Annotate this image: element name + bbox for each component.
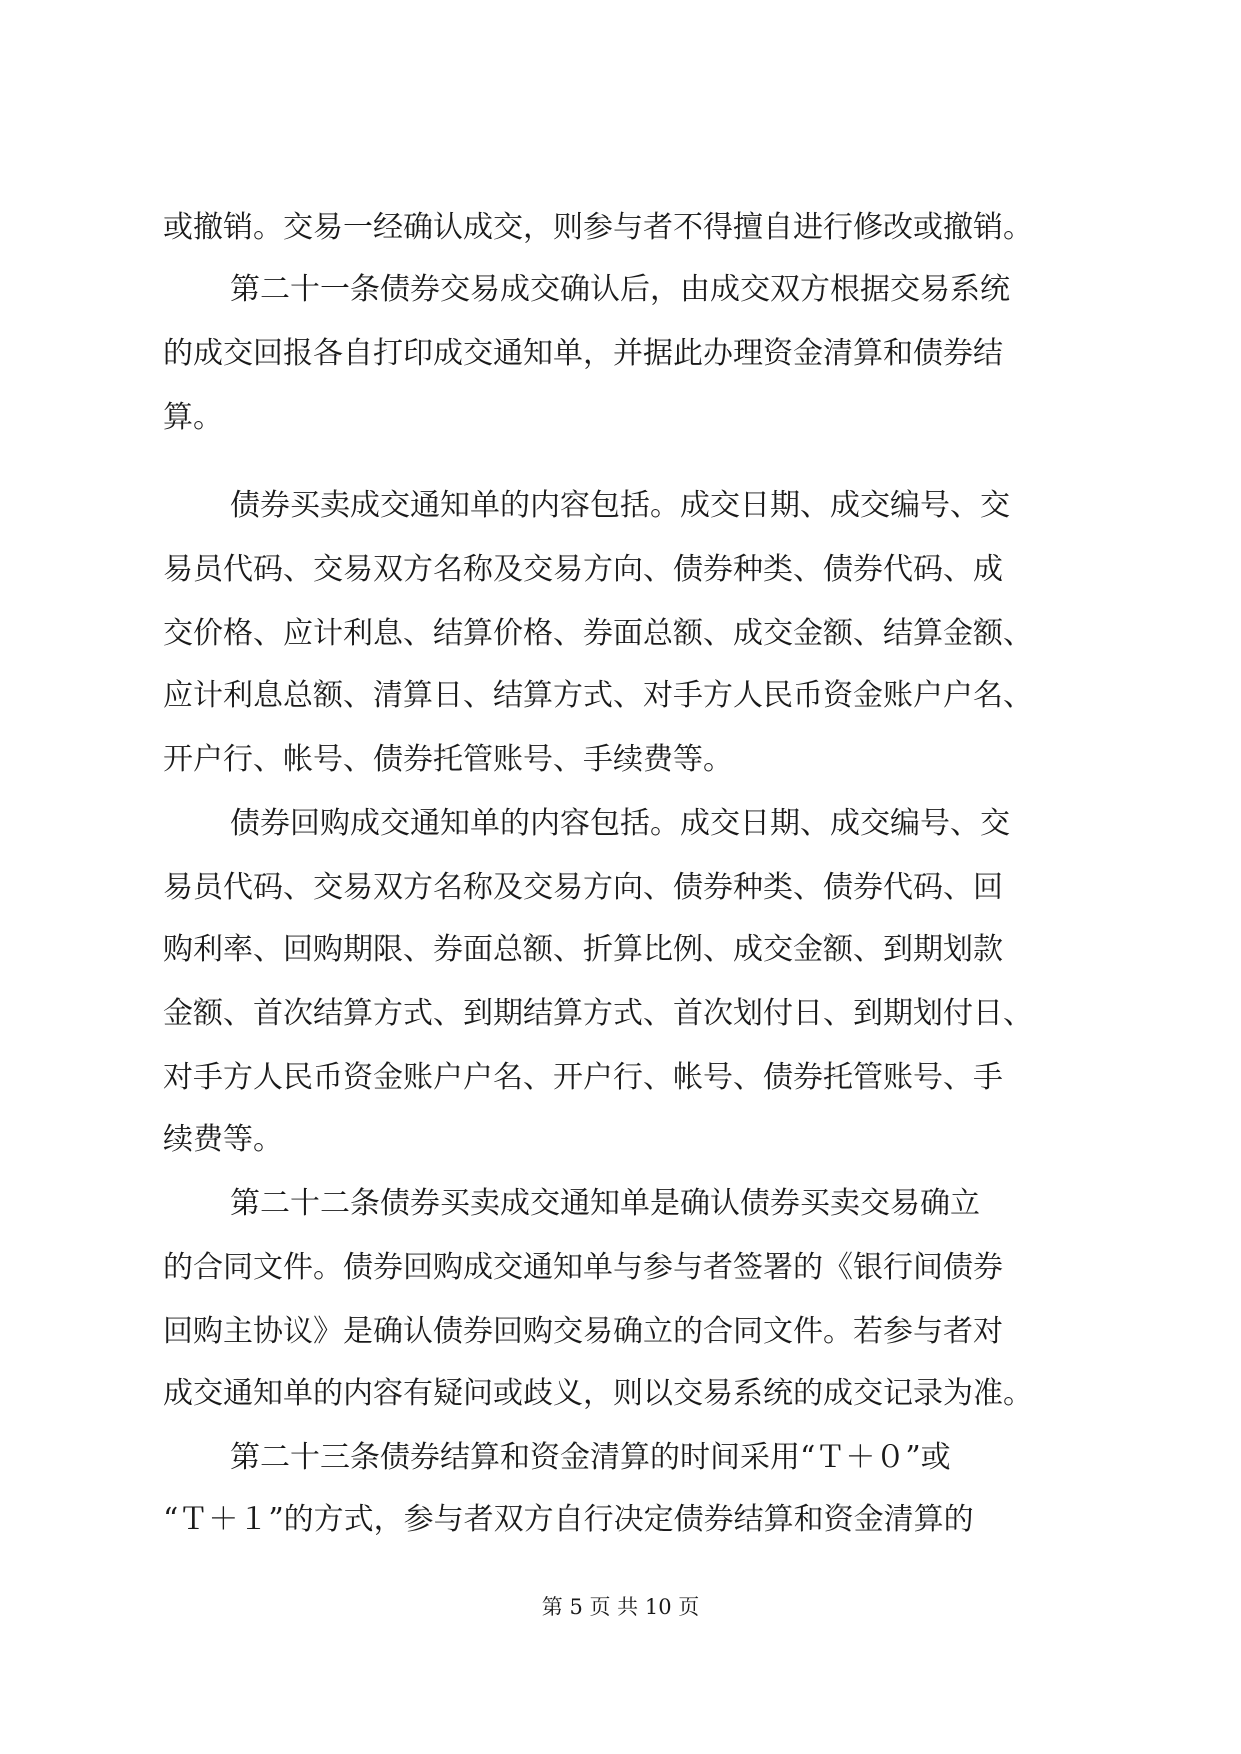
paragraph-line: 回购主协议》是确认债券回购交易确立的合同文件。若参与者对 — [163, 1314, 1003, 1349]
paragraph-line: 成交通知单的内容有疑问或歧义，则以交易系统的成交记录为准。 — [163, 1376, 1033, 1411]
paragraph-line: 或撤销。交易一经确认成交，则参与者不得擅自进行修改或撤销。 — [163, 210, 1033, 245]
paragraph-line: 应计利息总额、清算日、结算方式、对手方人民币资金账户户名、 — [163, 678, 1033, 713]
paragraph-line: 第二十二条债券买卖成交通知单是确认债券买卖交易确立 — [230, 1186, 980, 1221]
paragraph-line: 金额、首次结算方式、到期结算方式、首次划付日、到期划付日、 — [163, 996, 1033, 1031]
paragraph-line: 续费等。 — [163, 1122, 283, 1157]
paragraph-line: 易员代码、交易双方名称及交易方向、债券种类、债券代码、成 — [163, 552, 1003, 587]
paragraph-line: 购利率、回购期限、券面总额、折算比例、成交金额、到期划款 — [163, 932, 1003, 967]
page-footer: 第 5 页 共 10 页 — [541, 1595, 700, 1619]
paragraph-line: 的合同文件。债券回购成交通知单与参与者签署的《银行间债券 — [163, 1250, 1003, 1285]
paragraph-line: 交价格、应计利息、结算价格、券面总额、成交金额、结算金额、 — [163, 616, 1033, 651]
paragraph-line: 算。 — [163, 400, 223, 435]
paragraph-line: 第二十一条债券交易成交确认后，由成交双方根据交易系统 — [230, 272, 1010, 307]
paragraph-line: 债券买卖成交通知单的内容包括。成交日期、成交编号、交 — [230, 488, 1010, 523]
paragraph-line: 对手方人民币资金账户户名、开户行、帐号、债券托管账号、手 — [163, 1060, 1003, 1095]
paragraph-line: “Ｔ＋１”的方式，参与者双方自行决定债券结算和资金清算的 — [163, 1502, 974, 1537]
paragraph-line: 第二十三条债券结算和资金清算的时间采用“Ｔ＋０”或 — [230, 1440, 951, 1475]
paragraph-line: 的成交回报各自打印成交通知单，并据此办理资金清算和债券结 — [163, 336, 1003, 371]
paragraph-line: 易员代码、交易双方名称及交易方向、债券种类、债券代码、回 — [163, 870, 1003, 905]
paragraph-line: 债券回购成交通知单的内容包括。成交日期、成交编号、交 — [230, 806, 1010, 841]
paragraph-line: 开户行、帐号、债券托管账号、手续费等。 — [163, 742, 733, 777]
